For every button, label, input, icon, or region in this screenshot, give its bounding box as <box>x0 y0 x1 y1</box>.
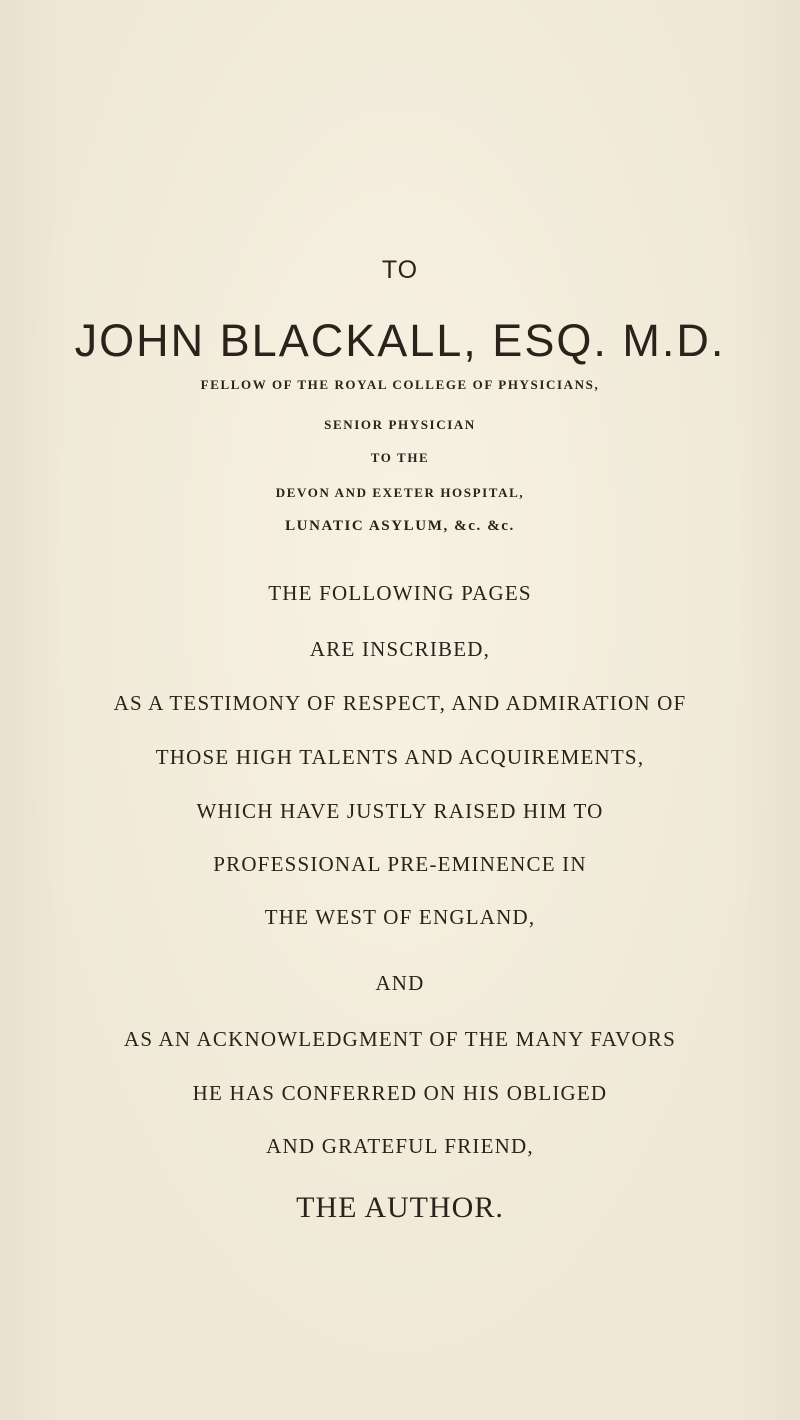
title-line: LUNATIC ASYLUM, &c. &c. <box>285 518 515 534</box>
signature: THE AUTHOR. <box>296 1191 504 1224</box>
dedication-line: AND <box>375 971 425 995</box>
dedication-line: THE WEST OF ENGLAND, <box>264 905 536 929</box>
title-line: TO THE <box>370 450 430 465</box>
dedication-to: TO <box>381 256 419 284</box>
title-line: SENIOR PHYSICIAN <box>324 417 476 432</box>
title-line: FELLOW OF THE ROYAL COLLEGE OF PHYSICIANS, <box>200 377 600 392</box>
dedication-line: AS A TESTIMONY OF RESPECT, AND ADMIRATION OF <box>113 691 687 715</box>
dedication-line: AS AN ACKNOWLEDGMENT OF THE MANY FAVORS <box>123 1027 677 1051</box>
dedication-line: HE HAS CONFERRED ON HIS OBLIGED <box>192 1081 608 1105</box>
title-line: DEVON AND EXETER HOSPITAL, <box>275 485 525 500</box>
dedication-line: ARE INSCRIBED, <box>309 637 491 661</box>
dedication-line: WHICH HAVE JUSTLY RAISED HIM TO <box>196 799 604 823</box>
dedication-line: THE FOLLOWING PAGES <box>268 581 532 605</box>
dedication-line: THOSE HIGH TALENTS AND ACQUIREMENTS, <box>155 745 645 769</box>
dedication-line: AND GRATEFUL FRIEND, <box>266 1134 534 1158</box>
dedication-line: PROFESSIONAL PRE-EMINENCE IN <box>213 852 587 876</box>
dedicatee-name: JOHN BLACKALL, ESQ. M.D. <box>74 315 726 366</box>
